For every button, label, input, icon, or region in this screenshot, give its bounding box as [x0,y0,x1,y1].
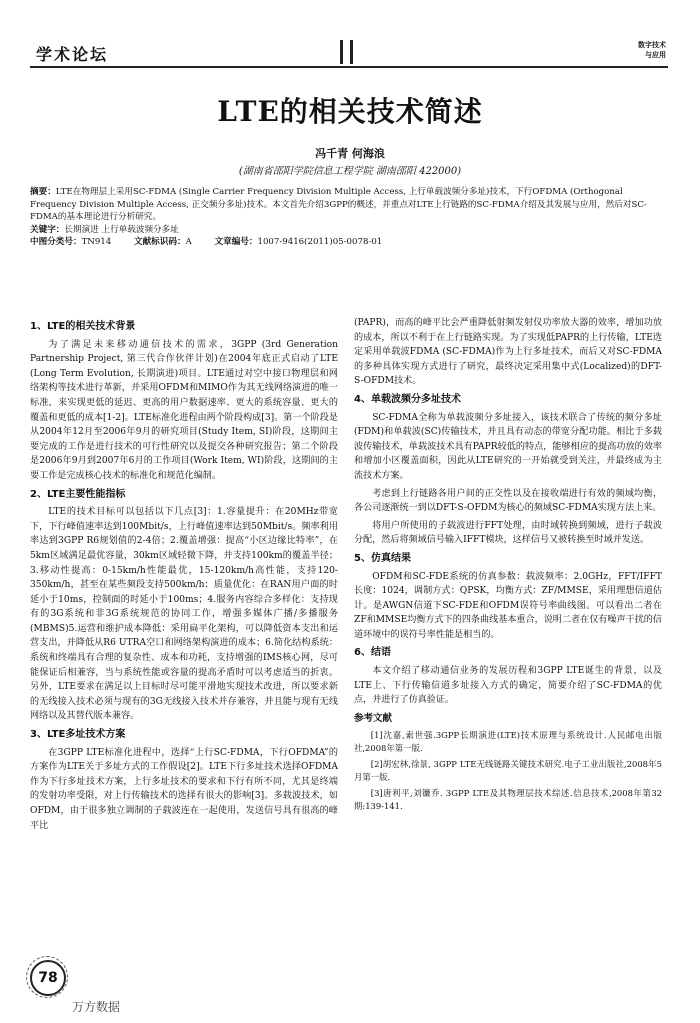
logo-line-2: 与应用 [645,51,666,59]
keywords-line [30,224,670,237]
reference-item: [2]胡宏林,徐景, 3GPP LTE无线链路关键技术研究.电子工业出版社,2008年5月第一版. [354,759,662,783]
article-affiliation: (湖南省邵阳学院信息工程学院 湖南邵阳 422000) [238,166,462,177]
section-4-paragraph-1: SC-FDMA全称为单载波频分多址接入，该技术联合了传统的频分多址(FDM)和单载波(SC)传输技术，并且具有动态的带宽分配功能。相比于多载波传输技术，单载波技术具有PAPR较低的特点，能够相应的提高功放的效率和增加小区覆盖面积，因此从LTE研究的一开始就受到关注，并最终成为主流技术方案。 [354,412,662,481]
reference-item: [1]沈嘉,索世强.3GPP长期演进(LTE)技术原理与系统设计.人民邮电出版社,2008年第一版. [354,730,662,754]
header-rule [30,66,668,68]
clc-value: TN914 [81,237,112,247]
articleno-value: 1007-9416(2011)05-0078-01 [257,237,383,247]
classification-line [30,236,670,249]
section-3-continuation: (PAPR)，而高的峰平比会严重降低射频发射仪功率放大器的效率，增加功放的成本，所以不利于在上行链路实现。为了实现低PAPR的上行传输，LTE选定采用单载波FDMA (SC-FDMA)作为上行多址技术，而后又对SC-FDMA的多种具体实现方式进行了研究，最终决定采用集中式(Localized)的DFT-S-OFDM技术。 [354,318,662,387]
logo-line-1: 数字技术 [638,41,666,49]
page-number: 78 [30,960,66,996]
section-3-heading: 3、LTE多址技术方案 [30,729,126,741]
doccode-label: 文献标识码： [133,237,186,247]
section-4-heading: 4、单载波频分多址技术 [354,393,461,405]
section-4-paragraph-2: 考虑到上行链路各用户间的正交性以及在接收端进行有效的频域均衡，各公司逐渐统一到以DFT-S-OFDM为核心的频域SC-FDMA实现方法上来。 [354,488,662,514]
keywords-label: 关键字： [30,224,65,235]
clc-label: 中图分类号： [30,237,82,247]
section-1-paragraph: 为了满足未来移动通信技术的需求，3GPP (3rd Generation Partnership Project, 第三代合作伙伴计划)在2004年底正式启动了LTE (Long Term Evolution, 长期演进)项目。LTE通过对空中接口物理层和网络架构等技术进行革新，并采用OFDM和MIMO作为其无线网络演进的唯一标准，来实现更低的延迟、更高的用户数据速率、更大的系统容量、更大的覆盖和更低的成本[1-2]。LTE标准化进程由两个阶段构成[3]。第一个阶段是从2004年12月至2006年9月的研究项目(Study Item, SI)阶段，这期间主要完成的工作是进行技术的可行性研究以及提交各种研究报告；第二个阶段是2006年9月到2007年6月的工作项目(Work Item, WI)阶段，这期间的主要工作是完成核心技术的标准化和规范化编制。 [30,339,338,481]
section-6-heading: 6、结语 [354,647,391,659]
references-heading: 参考文献 [354,712,393,724]
section-5-paragraph: OFDM和SC-FDE系统的仿真参数：载波频率：2.0GHz，FFT/IFFT长度：1024，调制方式：QPSK，均衡方式：ZF/MMSE，采用理想信道估计。是AWGN信道下SC-FDE和OFDM误符号率曲线图。可以看出二者在ZF和MMSE均衡方式下的四条曲线基本重合，说明二者在仅有噪声干扰的信道环境中的误符号率性能是相当的。 [354,571,662,640]
journal-logo [598,40,666,64]
section-name: 学术论坛 [36,45,109,64]
watermark-text: 万方数据 [72,1000,121,1014]
doccode-value: A [185,237,192,247]
article-authors: 冯千青 何海浪 [315,147,385,160]
section-4-paragraph-3: 将用户所使用的子载波进行FFT处理，由时域转换到频域，进行子载波分配，然后将频域信号输入IFFT模块，这样信号又被转换至时域并发送。 [354,520,662,546]
section-2-paragraph: LTE的技术目标可以包括以下几点[3]：1.容量提升：在20MHz带宽下，下行峰值速率达到100Mbit/s，上行峰值速率达到50Mbit/s。频率利用率达到3GPP R6规划值的2-4倍；2.覆盖增强：提高“小区边缘比特率”，在5km区域满足最优容量，30km区域轻微下降，并支持100km的覆盖半径；3.移动性提高：0-15km/h性能最优，15-120km/h高性能，支持120-350km/h，甚至在某些频段支持500km/h；质量优化：在RAN用户面的时延小于10ms，控制面的时延小于100ms；4.服务内容综合多样化：支持现有的3G系统和非3G系统规范的协同工作，增强多媒体广播/多播服务(MBMS)5.运营和维护成本降低：采用扁平化架构，可以降低资本支出和运营支出，并降低从R6 UTRA空口和网络架构演进的成本；6.简化结构系统：系统和终端具有合理的复杂性、成本和功耗，支持增强的IMS核心网，尽可能保证后相兼容，当与系统性能或容量的提高矛盾时可以考虑适当的折衷。另外，LTE要求在满足以上目标时尽可能平滑地实现技术改进，所以要求新的无线接入技术必须与现有的3G无线接入技术并存兼容，并且能与现有无线网络以及其替代版本兼容。 [30,507,338,722]
abstract-block [30,186,670,249]
abstract-label: 摘要： [30,187,56,197]
header-divider-bars [338,40,356,64]
section-1-heading: 1、LTE的相关技术背景 [30,321,136,332]
section-5-heading: 5、仿真结果 [354,552,411,564]
section-2-heading: 2、LTE主要性能指标 [30,488,126,500]
journal-header [0,0,700,70]
reference-item: [3]唐利平,刘镰乔. 3GPP LTE及其物理层技术综述.信息技术,2008年第32期:139-141. [354,788,662,812]
abstract-text: LTE在物理层上采用SC-FDMA (Single Carrier Frequency Division Multiple Access, 上行单载波频分多址)技术，下行OFDMA (Orthogonal Frequency Division Multiple Access, 正交频分多址)技术。本文首先介绍3GPP的概述，并重点对LTE上行链路的SC-FDMA介绍及其发展与应用，然后对SC-FDMA的基本理论进行分析研究。 [30,187,647,222]
article-title: LTE的相关技术简述 [217,95,483,128]
section-3-paragraph: 在3GPP LTE标准化进程中，选择“上行SC-FDMA，下行OFDMA”的方案作为LTE关于多址方式的工作假设[2]。LTE下行多址技术选择OFDMA作为下行多址技术方案，上行多址技术的要求和下行有所不同，尤其是终端的发射功率受限，对上行传输技术的选择有很大的影响[3]。多载波技术，如OFDM，由于很多独立调制的子载波连在一起使用，发送信号具有很高的峰平比 [30,747,338,831]
right-column [354,316,662,816]
articleno-label: 文章编号： [214,237,258,247]
section-6-paragraph: 本文介绍了移动通信业务的发展历程和3GPP LTE诞生的背景，以及LTE上、下行传输信道多址接入方式的确定，简要介绍了SC-FDMA的优点，并进行了仿真验证。 [354,666,662,706]
keywords-text: 长期演进 上行单载波频分多址 [64,224,179,235]
abstract-paragraph [30,186,670,224]
left-column [30,316,338,836]
